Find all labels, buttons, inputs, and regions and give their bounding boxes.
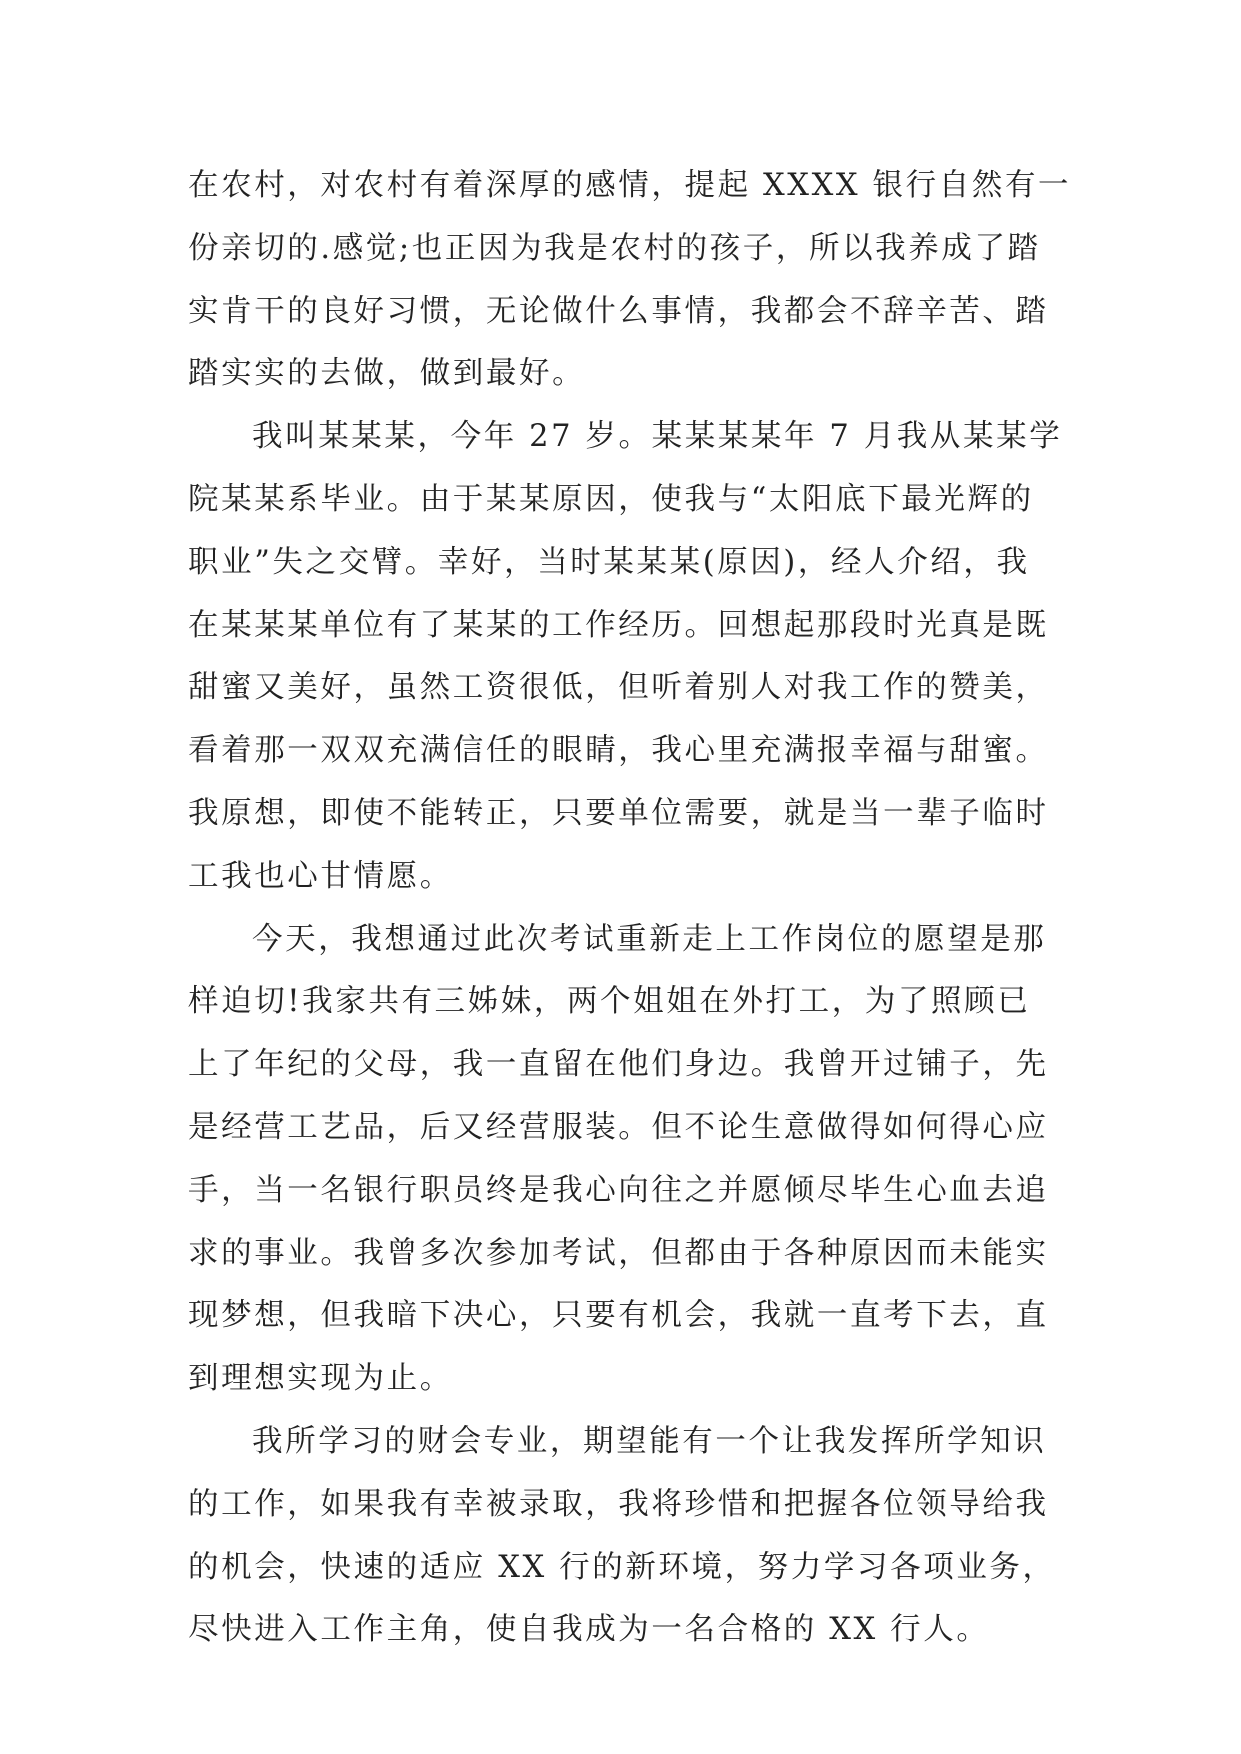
text-line: 看着那一双双充满信任的眼睛，我心里充满报幸福与甜蜜。 [188, 733, 1049, 769]
text-line: 的机会，快速的适应 XX 行的新环境，努力学习各项业务， [188, 1549, 1056, 1585]
text-line: 实肯干的良好习惯，无论做什么事情，我都会不辞辛苦、踏 [188, 293, 1049, 329]
text-line: 的工作，如果我有幸被录取，我将珍惜和把握各位领导给我 [188, 1486, 1049, 1522]
text-line: 院某某系毕业。由于某某原因，使我与“太阳底下最光辉的 [188, 481, 1034, 517]
text-line: 在某某某单位有了某某的工作经历。回想起那段时光真是既 [188, 607, 1049, 643]
text-line: 我所学习的财会专业，期望能有一个让我发挥所学知识 [252, 1423, 1047, 1459]
text-line: 踏实实的去做，做到最好。 [188, 356, 586, 392]
document-body [188, 155, 1072, 1662]
text-line: 到理想实现为止。 [188, 1361, 453, 1397]
text-line: 上了年纪的父母，我一直留在他们身边。我曾开过铺子，先 [188, 1047, 1049, 1083]
text-line: 是经营工艺品，后又经营服装。但不论生意做得如何得心应 [188, 1109, 1049, 1145]
paragraph-2 [188, 406, 1068, 908]
text-line: 今天，我想通过此次考试重新走上工作岗位的愿望是那 [252, 921, 1047, 957]
text-line: 手，当一名银行职员终是我心向往之并愿倾尽毕生心血去追 [188, 1172, 1049, 1208]
text-line: 我叫某某某，今年 27 岁。某某某某年 7 月我从某某学 [252, 419, 1063, 455]
text-line: 尽快进入工作主角，使自我成为一名合格的 XX 行人。 [188, 1612, 990, 1648]
paragraph-1 [188, 155, 1072, 406]
text-line: 工我也心甘情愿。 [188, 858, 453, 894]
paragraph-3 [188, 909, 1068, 1411]
paragraph-4 [188, 1411, 1068, 1662]
text-line: 样迫切!我家共有三姊妹，两个姐姐在外打工，为了照顾已 [188, 984, 1031, 1020]
text-line: 在农村，对农村有着深厚的感情，提起 XXXX 银行自然有一 [188, 168, 1072, 203]
text-line: 求的事业。我曾多次参加考试，但都由于各种原因而未能实 [188, 1235, 1049, 1271]
text-line: 职业”失之交臂。幸好，当时某某某(原因)，经人介绍，我 [188, 544, 1030, 580]
text-line: 甜蜜又美好，虽然工资很低，但听着别人对我工作的赞美， [188, 670, 1049, 706]
text-line: 份亲切的.感觉;也正因为我是农村的孩子，所以我养成了踏 [188, 230, 1041, 266]
text-line: 现梦想，但我暗下决心，只要有机会，我就一直考下去，直 [188, 1298, 1049, 1334]
text-line: 我原想，即使不能转正，只要单位需要，就是当一辈子临时 [188, 795, 1049, 831]
